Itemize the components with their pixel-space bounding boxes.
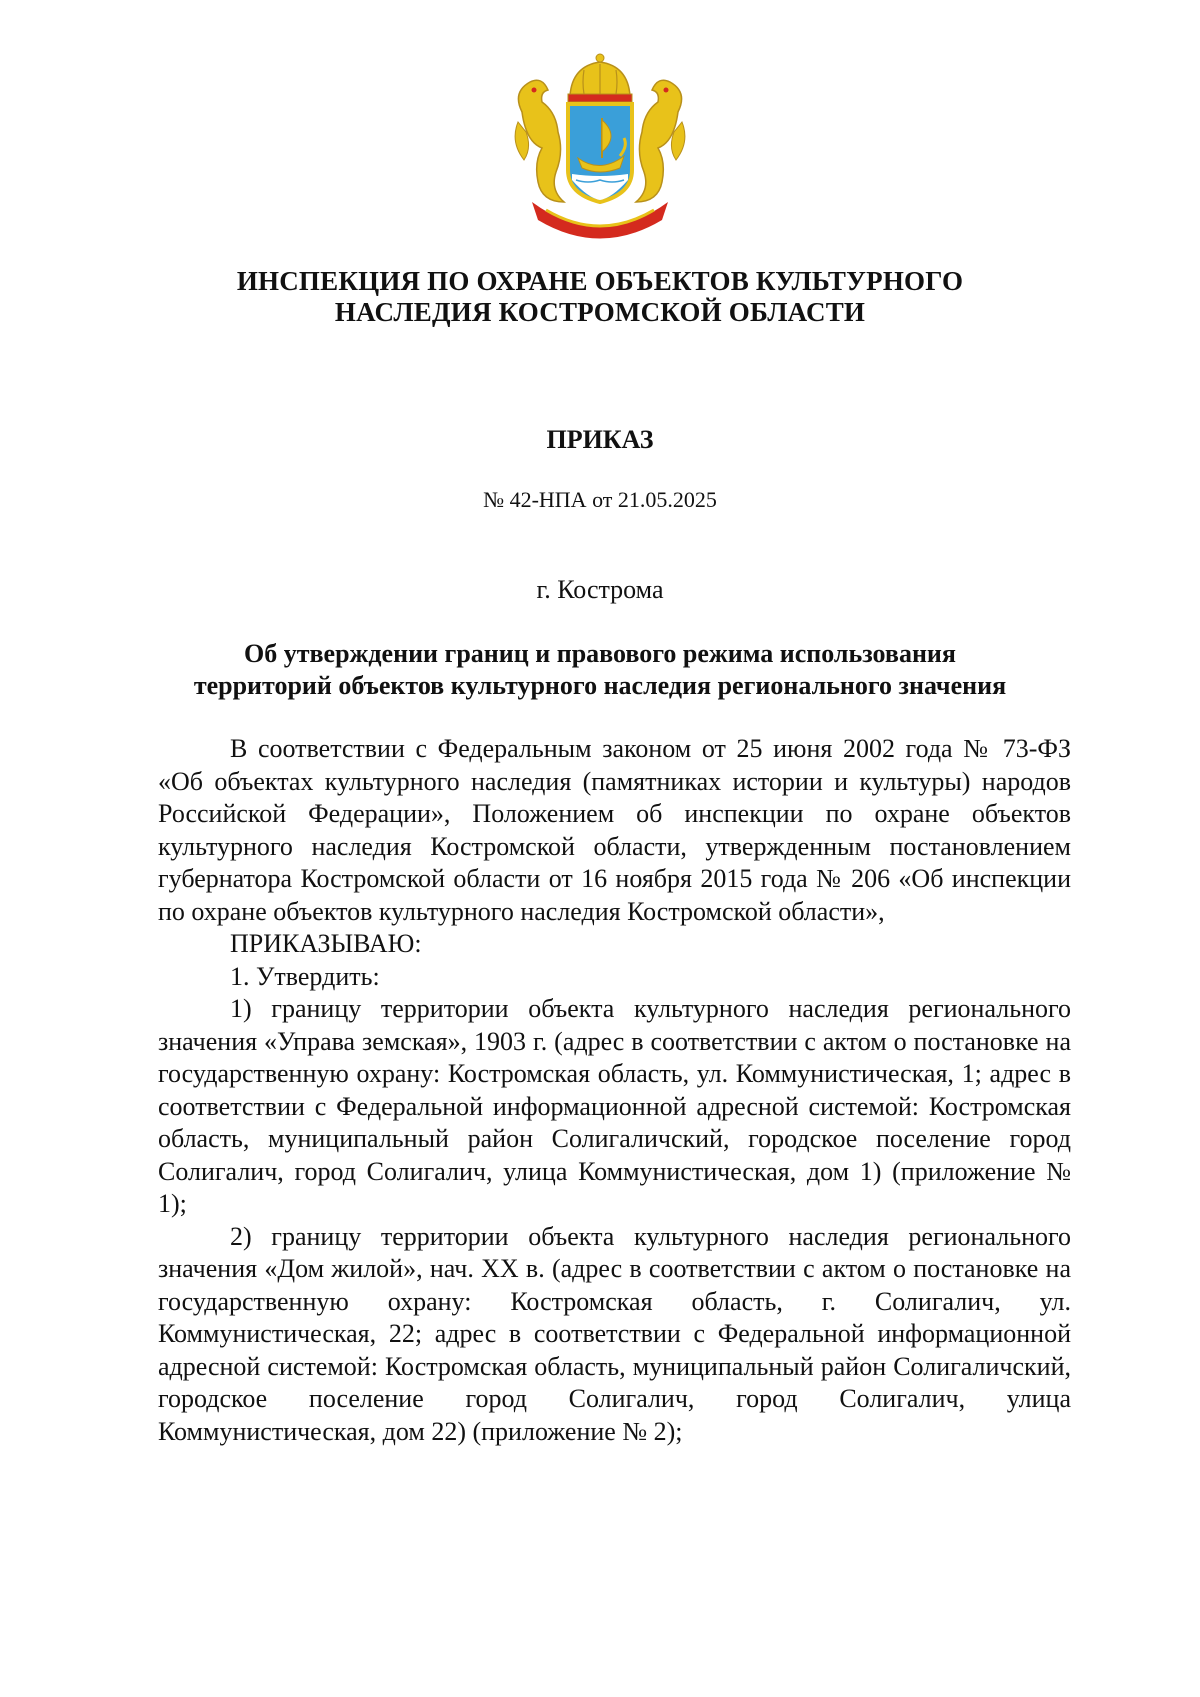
document-city: г. Кострома xyxy=(536,575,664,604)
kostroma-coat-of-arms-icon xyxy=(512,52,688,242)
order-item-1: 1. Утвердить: xyxy=(230,961,380,991)
order-subitem-2: 2) границу территории объекта культурного наследия регионального значения «Дом жилой», нач. XX в. (адрес в соответствии с актом о постановке на государственную охрану: Костромская область, г. Солигалич, ул. Коммунистическая, 22; адрес в соответствии с Федеральной информационной адресной системой: Костромская область, муниципальный район Солигаличский, городское поселение город Солигалич, город Солигалич, улица Коммунистическая, дом 22) (приложение № 2); xyxy=(158,1221,1071,1446)
preamble-paragraph: В соответствии с Федеральным законом от 25 июня 2002 года № 73-ФЗ «Об объектах культурного наследия (памятниках истории и культуры) народов Российской Федерации», Положением об инспекции по охране объектов культурного наследия Костромской области, утвержденным постановлением губернатора Костромской области от 16 ноября 2015 года № 206 «Об инспекции по охране объектов культурного наследия Костромской области», xyxy=(158,734,1071,926)
order-subitem-1: 1) границу территории объекта культурного наследия регионального значения «Управа земская», 1903 г. (адрес в соответствии с актом о постановке на государственную охрану: Костромская область, ул. Коммунистическая, 1; адрес в соответствии с Федеральной информационной адресной системой: Костромская область, муниципальный район Солигаличский, городское поселение город Солигалич, город Солигалич, улица Коммунистическая, дом 1) (приложение № 1); xyxy=(158,994,1071,1218)
document-body xyxy=(158,733,1071,1448)
order-word: ПРИКАЗЫВАЮ: xyxy=(230,929,422,958)
document-type: ПРИКАЗ xyxy=(546,425,654,454)
document-subject xyxy=(150,638,1050,702)
agency-name-line-1: ИНСПЕКЦИЯ ПО ОХРАНЕ ОБЪЕКТОВ КУЛЬТУРНОГО xyxy=(236,266,964,296)
agency-name-line-2: НАСЛЕДИЯ КОСТРОМСКОЙ ОБЛАСТИ xyxy=(334,297,866,327)
document-number: № 42-НПА от 21.05.2025 xyxy=(483,487,717,512)
subject-line-1: Об утверждении границ и правового режима использования xyxy=(244,639,956,668)
agency-name xyxy=(150,266,1050,328)
subject-line-2: территорий объектов культурного наследия регионального значения xyxy=(193,671,1007,700)
